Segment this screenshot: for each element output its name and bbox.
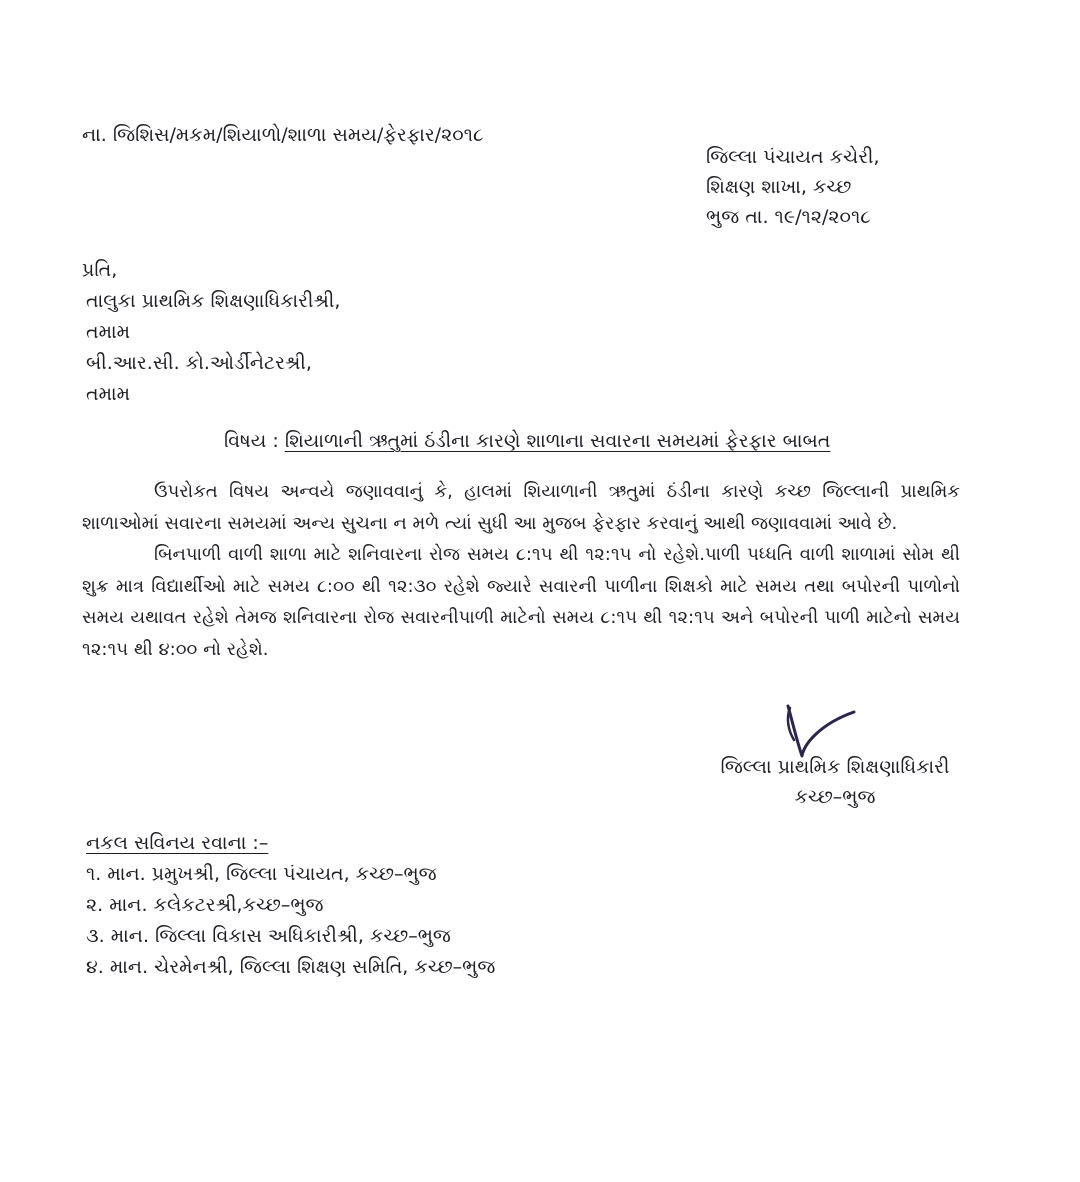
copy-item: ૨. માન. કલેકટરશ્રી,કચ્છ–ભુજ	[86, 894, 324, 916]
letter-body	[82, 476, 960, 665]
recipient-prati: પ્રતિ,	[82, 259, 118, 281]
letter-date: ભુજ તા. ૧૯/૧૨/૨૦૧૮	[706, 206, 871, 228]
recipient-line-4: તમામ	[86, 383, 131, 405]
recipient-line-3: બી.આર.સી. કો.ઓર્ડીનેટરશ્રી,	[86, 352, 312, 374]
reference-number: ના. જિશિસ/મકમ/શિયાળો/શાળા સમય/ફેરફાર/૨૦૧૮	[82, 124, 484, 146]
signature-block	[706, 752, 964, 812]
copy-to-block	[86, 828, 495, 983]
subject-label: વિષય :	[224, 430, 279, 452]
office-line-1: જિલ્લા પંચાયત કચેરી,	[706, 146, 880, 168]
signatory-place: કચ્છ–ભુજ	[794, 786, 876, 808]
copy-to-title: નકલ સવિનય રવાના :–	[86, 832, 269, 854]
copy-item: ૧. માન. પ્રમુખશ્રી, જિલ્લા પંચાયત, કચ્છ–ભુજ	[86, 863, 437, 885]
subject-text: શિયાળાની ઋતુમાં ઠંડીના કારણે શાળાના સવારના સમયમાં ફેરફાર બાબત	[284, 430, 831, 452]
office-address	[706, 142, 880, 232]
signatory-title: જિલ્લા પ્રાથમિક શિક્ષણાધિકારી	[720, 756, 950, 778]
body-paragraph-2: બિનપાળી વાળી શાળા માટે શનિવારના રોજ સમય ૮:૧૫ થી ૧૨:૧૫ નો રહેશે.પાળી પધ્ધતિ વાળી શાળામાં સોમ થી શુક્ર માત્ર વિદ્યાર્થીઓ માટે સમય ૮:૦૦ થી ૧૨:૩૦ રહેશે જ્યારે સવારની પાળીના શિક્ષકો માટે સમય તથા બપોરની પાળોનો સમય યથાવત રહેશે તેમજ શનિવારના રોજ સવારનીપાળી માટેનો સમય ૮:૧૫ થી ૧૨:૧૫ અને બપોરની પાળી માટેનો સમય ૧૨:૧૫ થી ૪:૦૦ નો રહેશે.	[82, 544, 960, 660]
recipient-block	[82, 255, 340, 410]
office-line-2: શિક્ષણ શાખા, કચ્છ	[706, 176, 852, 198]
copy-item: ૩. માન. જિલ્લા વિકાસ અધિકારીશ્રી, કચ્છ–ભુજ	[86, 925, 451, 947]
subject-line	[224, 430, 830, 452]
copy-item: ૪. માન. ચેરમેનશ્રી, જિલ્લા શિક્ષણ સમિતિ, કચ્છ–ભુજ	[86, 956, 496, 978]
recipient-line-2: તમામ	[86, 321, 131, 343]
body-paragraph-1: ઉપરોકત વિષય અન્વયે જણાવવાનું કે, હાલમાં શિયાળાની ઋતુમાં ઠંડીના કારણે કચ્છ જિલ્લાની પ્રાથમિક શાળાઓમાં સવારના સમયમાં અન્ય સુચના ન મળે ત્યાં સુધી આ મુજબ ફેરફાર કરવાનું આથી જણાવવામાં આવે છે.	[82, 481, 960, 534]
recipient-line-1: તાલુકા પ્રાથમિક શિક્ષણાધિકારીશ્રી,	[86, 290, 341, 312]
